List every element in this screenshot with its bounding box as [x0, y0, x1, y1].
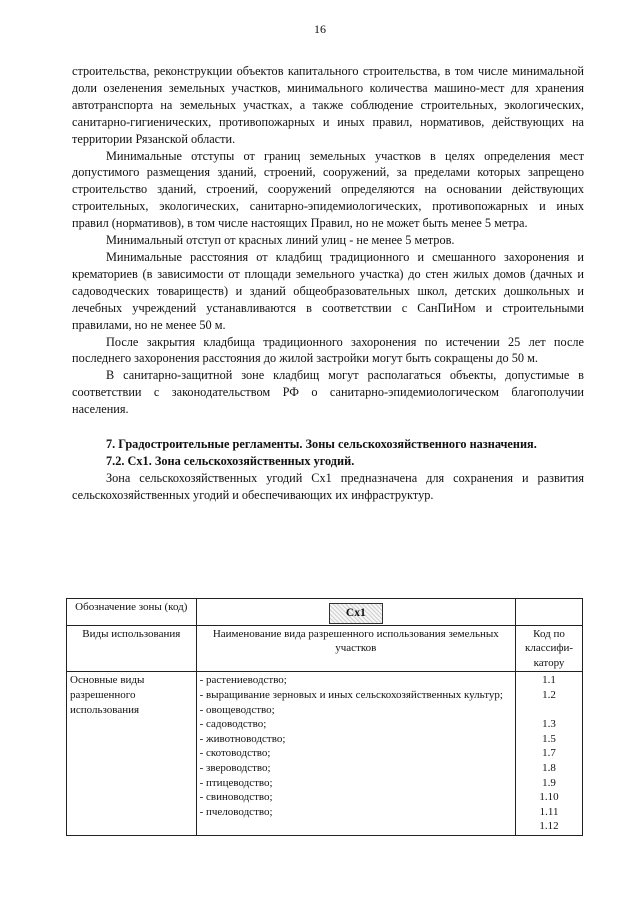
list-item: - пчеловодство;	[199, 805, 273, 818]
zone-label-cell: Обозначение зоны (код)	[67, 599, 197, 626]
page-number: 16	[314, 22, 326, 36]
group-label: Основные виды разрешенного использования	[67, 672, 197, 836]
classifier-code: 1.7	[542, 747, 556, 760]
empty-cell	[516, 599, 583, 626]
paragraph: строительства, реконструкции объектов капитального строительства, в том числе минимальной доли озеленения земельных участков, минимального количества машино-мест для хранения автотранспорта на земельных участках, а также соблюдение строительных, экологических, санитарно-гигиенических, противопожарных и иных правил, нормативов, действующих на территории Рязанской области.	[72, 64, 584, 146]
list-item: - садоводство;	[199, 718, 267, 731]
section-heading: 7. Градостроительные регламенты. Зоны сельскохозяйственного назначения.	[106, 437, 537, 452]
table-row	[67, 672, 583, 836]
code-header: Код по классифи-катору	[516, 625, 583, 672]
document-body	[72, 63, 584, 504]
classifier-code: 1.11	[539, 805, 559, 818]
list-item: - скотоводство;	[199, 747, 271, 760]
classifier-code: 1.12	[539, 820, 559, 833]
classifier-code: 1.10	[539, 791, 559, 804]
uses-list	[196, 672, 515, 836]
list-item: - свиноводство;	[199, 791, 273, 804]
classifier-code: 1.2	[542, 688, 556, 701]
list-item: - овощеводство;	[199, 703, 275, 716]
classifier-code: 1.9	[542, 776, 556, 789]
list-item: - выращивание зерновых и иных сельскохозяйственных культур;	[199, 688, 503, 701]
intro-paragraph: Зона сельскохозяйственных угодий Сх1 предназначена для сохранения и развития сельскохозяйственных угодий и обеспечивающих их инфраструктур.	[72, 470, 584, 502]
codes-list	[516, 672, 583, 836]
zone-code-cell	[196, 599, 515, 626]
uses-header: Виды использования	[67, 625, 197, 672]
classifier-code: 1.5	[542, 732, 556, 745]
paragraph: Минимальные расстояния от кладбищ традиционного и смешанного захоронения и крематориев (в зависимости от площади земельного участка) до стен жилых домов (дачных и садоводческих товариществ) и зданий общеобразовательных школ, детских дошкольных и лечебных учреждений устанавливаются в соответствии с СанПиНом и строительными правилами, но не менее 50 м.	[72, 249, 584, 332]
list-item: - звероводство;	[199, 761, 271, 774]
list-item: - животноводство;	[199, 732, 286, 745]
classifier-code: 1.8	[542, 761, 556, 774]
list-item: - птицеводство;	[199, 776, 273, 789]
subsection-heading: 7.2. Сх1. Зона сельскохозяйственных угодий.	[106, 453, 355, 468]
paragraph: Минимальный отступ от красных линий улиц - не менее 5 метров.	[106, 233, 455, 248]
paragraph: Минимальные отступы от границ земельных участков в целях определения мест допустимого размещения зданий, строений, сооружений, за пределами которых запрещено строительство зданий, строений, сооружений определяются на основании действующих строительных, экологических, санитарно-эпидемиологических, противопожарных и иных правил (нормативов), в том числе настоящих Правил, но не может быть менее 5 метра.	[72, 148, 584, 231]
zone-code-badge: Сх1	[329, 603, 383, 624]
table-header-row	[67, 625, 583, 672]
classifier-code: 1.1	[542, 674, 556, 687]
classifier-code: 1.3	[542, 718, 556, 731]
zone-regulation-table	[66, 598, 583, 836]
list-item: - растениеводство;	[199, 674, 287, 687]
name-header: Наименование вида разрешенного использования земельных участков	[196, 625, 515, 672]
paragraph: В санитарно-защитной зоне кладбищ могут располагаться объекты, допустимые в соответствии с законодательством РФ о санитарно-эпидемиологическом благополучии населения.	[72, 368, 584, 417]
table-row	[67, 599, 583, 626]
paragraph: После закрытия кладбища традиционного захоронения по истечении 25 лет после последнего захоронения расстояния до жилой застройки могут быть сокращены до 50 м.	[72, 334, 584, 366]
